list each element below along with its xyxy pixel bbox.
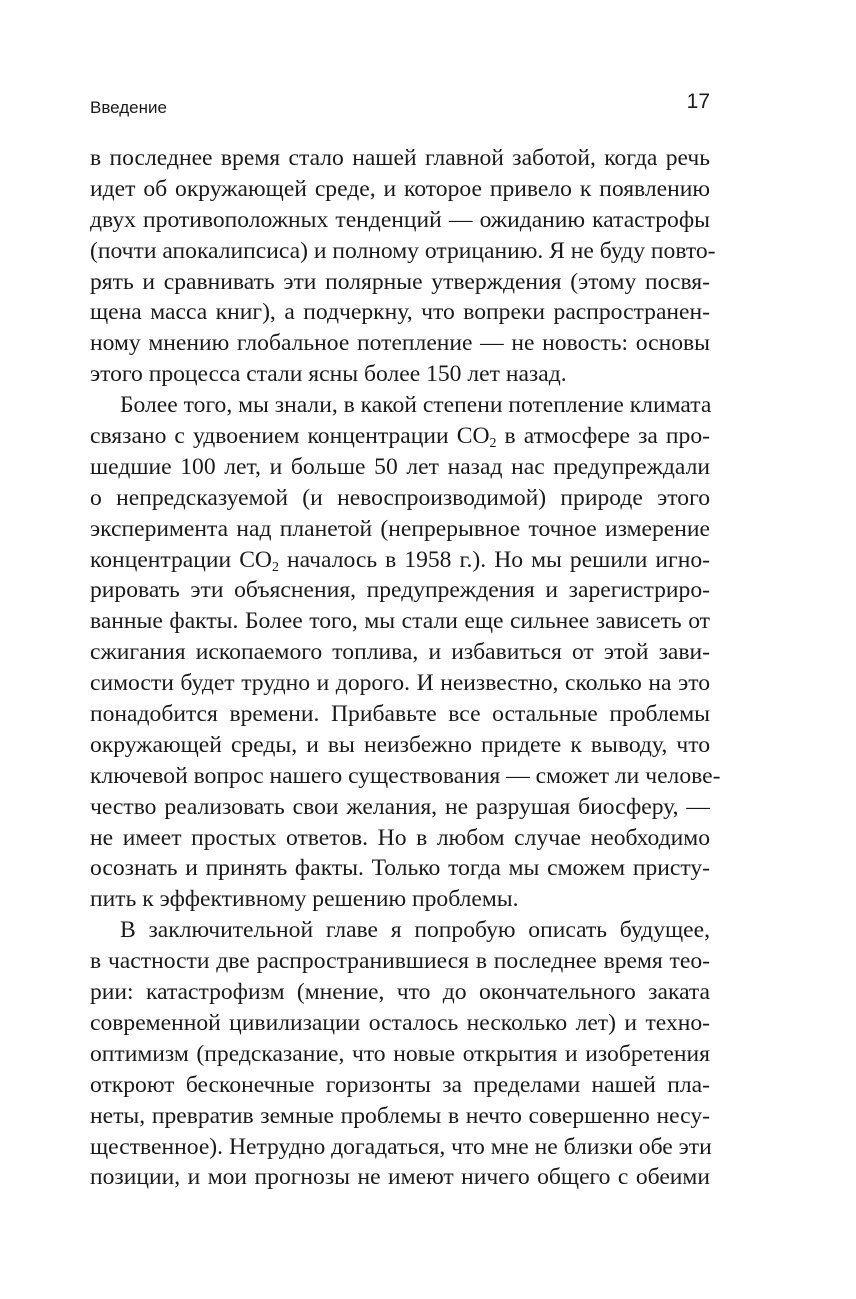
paragraph bbox=[90, 915, 710, 1193]
text-line: ному мнению глобальное потепление — не новость: основы bbox=[90, 330, 710, 357]
text-line: концентрации $CO_2$ началось в 1958 г.). Но мы решили игно- bbox=[90, 546, 710, 575]
text-line: оптимизм (предсказание, что новые открытия и изобретения bbox=[90, 1040, 710, 1067]
page-number: 17 bbox=[686, 90, 710, 113]
subscript: 2 bbox=[489, 436, 497, 452]
text-line: рять и сравнивать эти полярные утверждения (этому посвя- bbox=[90, 268, 710, 295]
text-line: этого процесса стали ясны более 150 лет назад. bbox=[90, 361, 567, 388]
text-line: позиции, и мои прогнозы не имеют ничего общего с обеими bbox=[90, 1164, 710, 1191]
text-line: понадобится времени. Прибавьте все остальные проблемы bbox=[90, 701, 710, 728]
running-head: Введение bbox=[90, 98, 167, 117]
text-line: осознать и принять факты. Только тогда мы сможем присту- bbox=[90, 855, 710, 882]
text-line: рировать эти объяснения, предупреждения и зарегистриро- bbox=[90, 577, 710, 604]
text-line: эксперимента над планетой (непрерывное точное измерение bbox=[90, 515, 710, 542]
text-line: рии: катастрофизм (мнение, что до окончательного заката bbox=[90, 979, 710, 1006]
text-line: в последнее время стало нашей главной заботой, когда речь bbox=[90, 145, 710, 171]
text-line: откроют бесконечные горизонты за пределами нашей пла- bbox=[90, 1071, 710, 1098]
text-line: пить к эффективному решению проблемы. bbox=[90, 886, 519, 913]
text-line: о непредсказуемой (и невоспроизводимой) природе этого bbox=[90, 484, 710, 511]
subscript: 2 bbox=[271, 559, 279, 575]
text-line: шедшие 100 лет, и больше 50 лет назад нас предупреждали bbox=[90, 453, 710, 480]
paragraph bbox=[90, 143, 716, 390]
text-line: ванные факты. Более того, мы стали еще сильнее зависеть от bbox=[90, 608, 710, 635]
text-line: не имеет простых ответов. Но в любом случае необходимо bbox=[90, 824, 710, 851]
text-line: симости будет трудно и дорого. И неизвестно, сколько на это bbox=[90, 670, 710, 697]
text-line: щественное). Нетрудно догадаться, что мне не близки обе эти bbox=[90, 1133, 712, 1160]
text-line: идет об окружающей среде, и которое привело к появлению bbox=[90, 175, 710, 202]
text-line: В заключительной главе я попробую описать будущее, bbox=[120, 917, 710, 944]
paragraph bbox=[90, 390, 721, 915]
text-line: чество реализовать свои желания, не разрушая биосферу, — bbox=[90, 793, 710, 820]
text-line: окружающей среды, и вы неизбежно придете к выводу, что bbox=[90, 731, 710, 758]
text-line: ключевой вопрос нашего существования — сможет ли челове- bbox=[90, 762, 721, 789]
text-line: неты, превратив земные проблемы в нечто совершенно несу- bbox=[90, 1102, 710, 1129]
text-line: в частности две распространившиеся в последнее время тео- bbox=[90, 948, 710, 975]
text-line: двух противоположных тенденций — ожиданию катастрофы bbox=[90, 206, 710, 233]
text-line: Более того, мы знали, в какой степени потепление климата bbox=[120, 392, 712, 419]
text-line: (почти апокалипсиса) и полному отрицанию. Я не буду повто- bbox=[90, 237, 716, 264]
text-line: сжигания ископаемого топлива, и избавиться от этой зави- bbox=[90, 639, 710, 666]
text-line: связано с удвоением концентрации $CO_2$ в атмосфере за про- bbox=[90, 423, 710, 452]
text-line: современной цивилизации осталось несколько лет) и техно- bbox=[90, 1009, 710, 1036]
body-text bbox=[90, 143, 721, 1193]
text-line: щена масса книг), а подчеркну, что вопреки распространен- bbox=[90, 299, 710, 326]
